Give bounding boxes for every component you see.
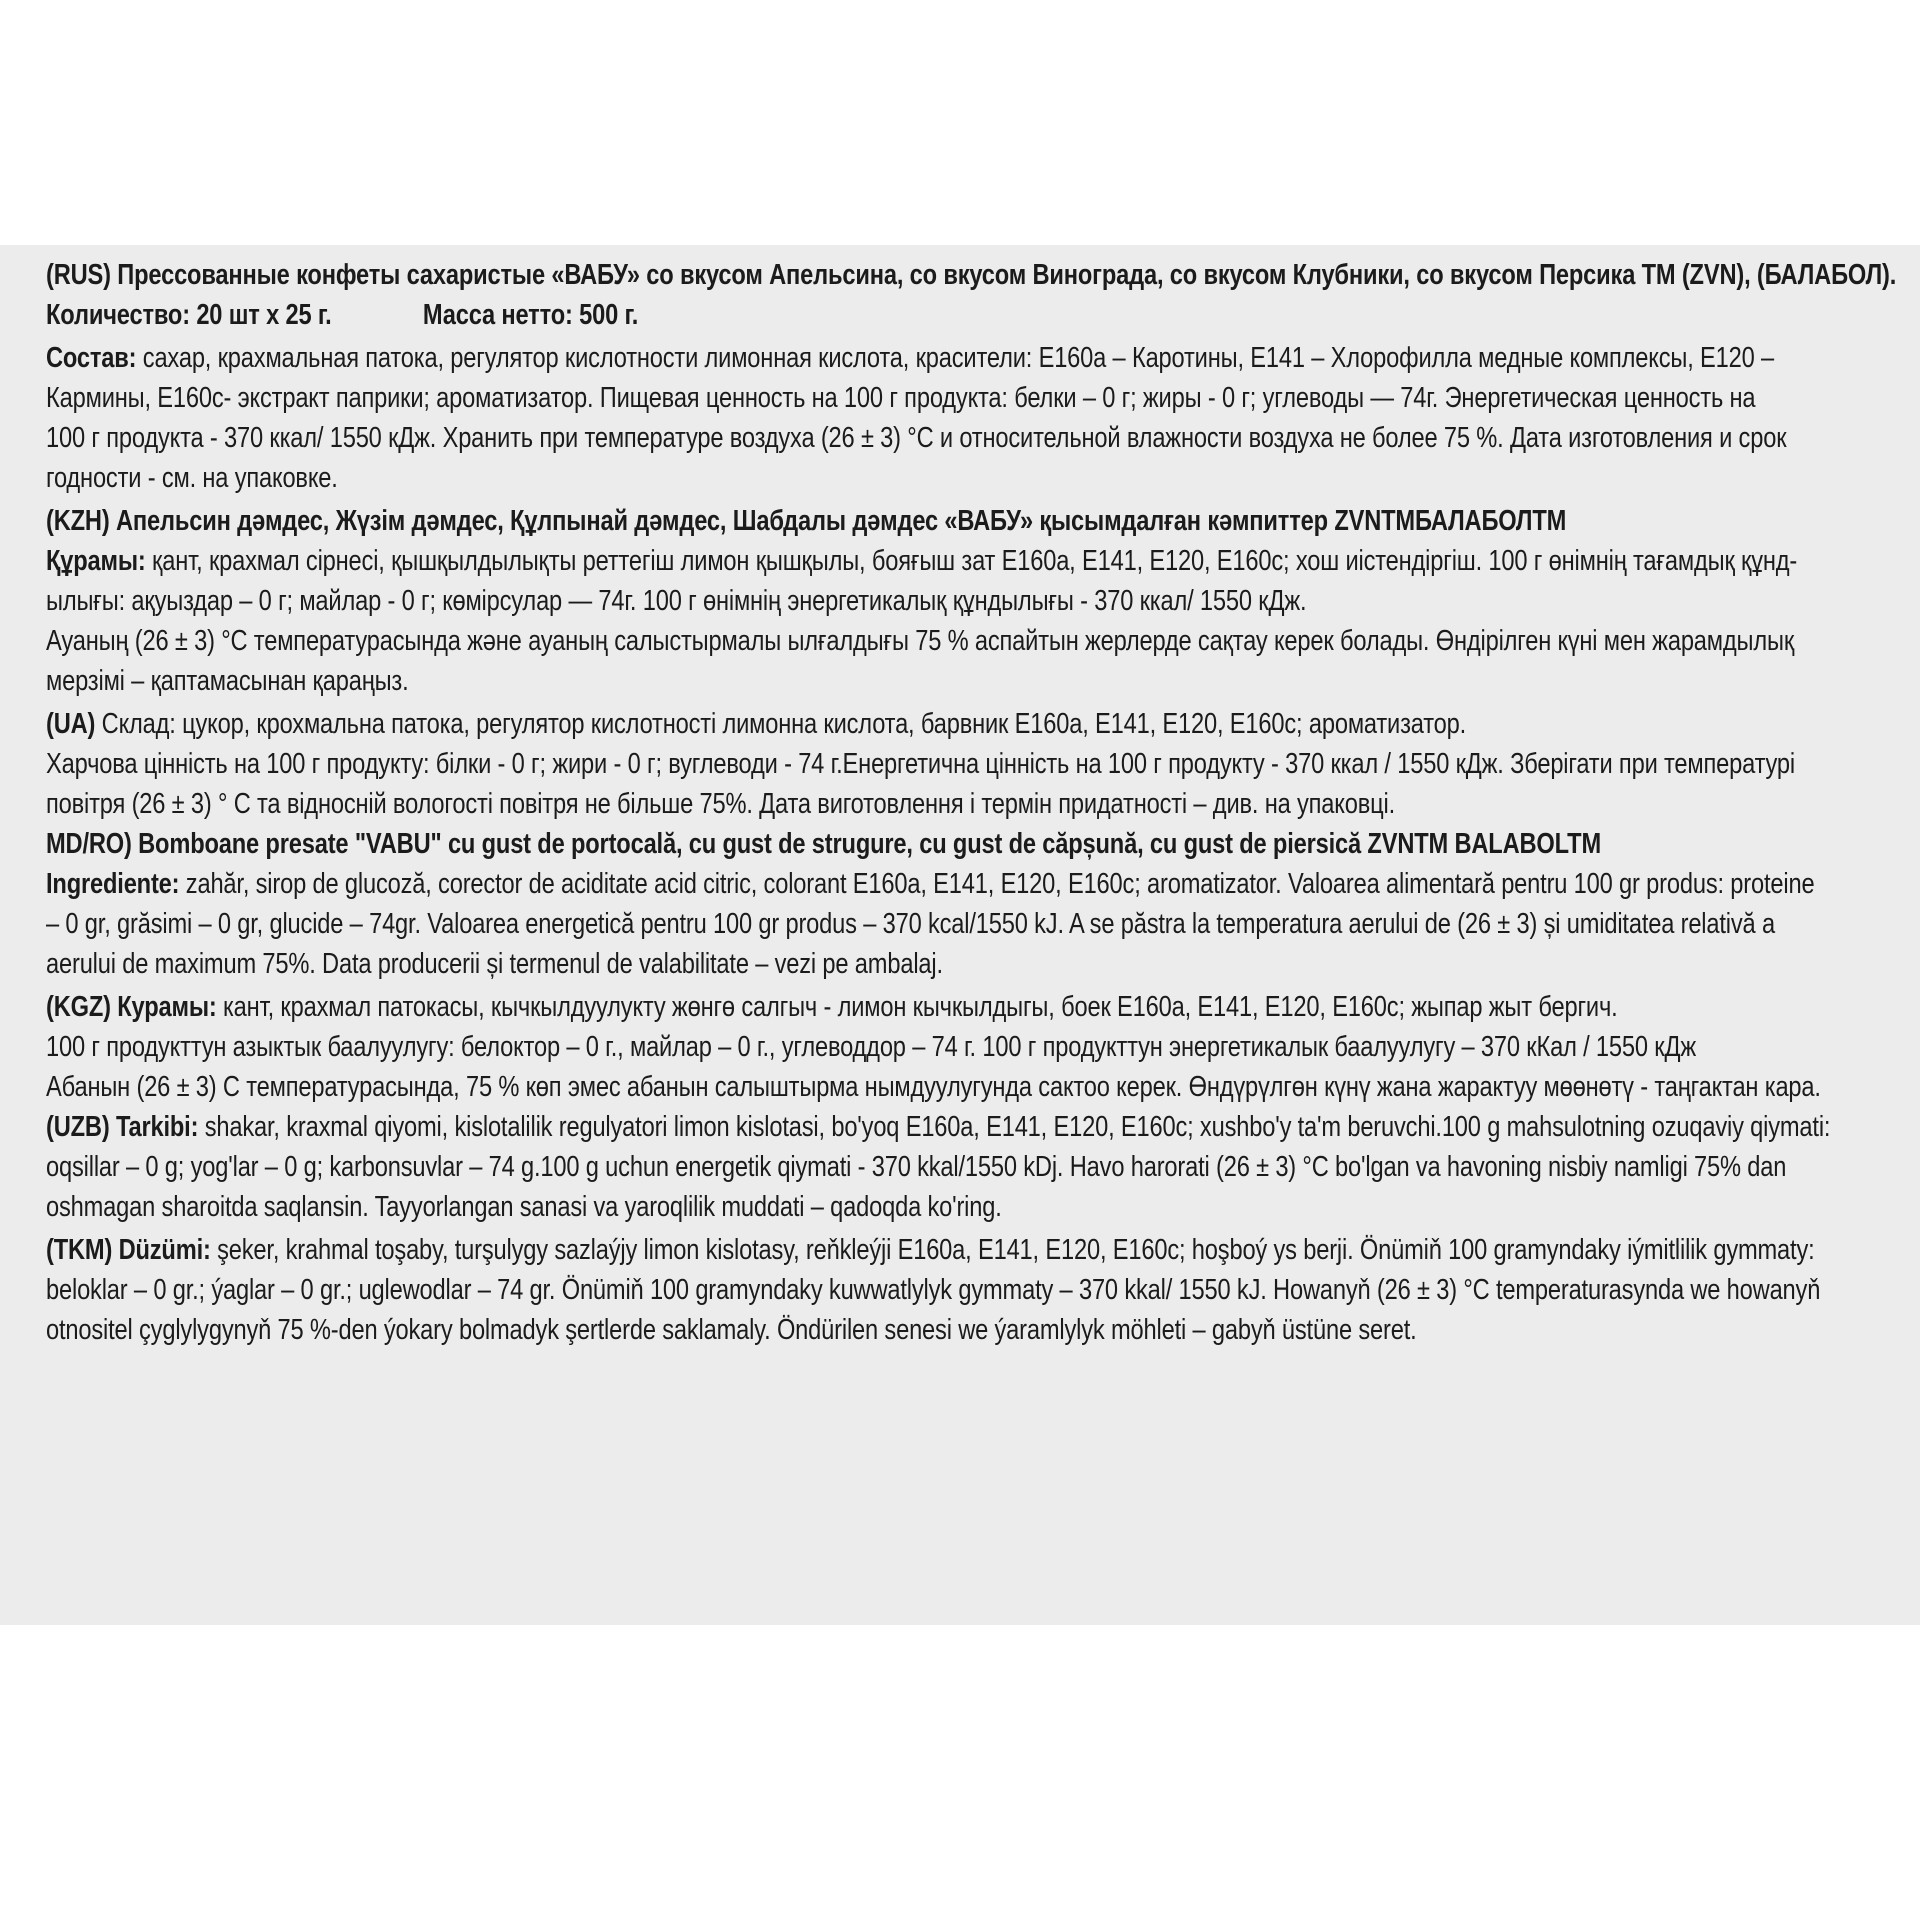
rus-title-line — [46, 255, 1897, 295]
ua-composition-text-1: Склад: цукор, крохмальна патока, регулятор кислотності лимонна кислота, барвник Е160а, Е141, Е120, Е160с; ароматизатор. — [95, 708, 1467, 740]
kzh-title: (KZH) Апельсин дәмдес, Жүзім дәмдес, Құлпынай дәмдес, Шабдалы дәмдес «ВАБУ» қысымдалған кәмпиттер ZVNTMБАЛАБОЛТМ — [46, 505, 1567, 537]
md-title: MD/RO) Bomboane presate "VABU" cu gust de portocală, cu gust de strugure, cu gust de căpșună, cu gust de piersică ZVNTM BALABOLTM — [46, 828, 1602, 860]
kgz-label: (KGZ) Курамы: — [46, 991, 217, 1023]
kzh-composition-label: Құрамы: — [46, 545, 146, 577]
tkm-composition-text-1: şeker, krahmal toşaby, turşulygy sazlaýjy limon kislotasy, reňkleýji E160a, E141, E120, E160c; hoşboý ys berji. Önümiň 100 gramyndaky iýmitlilik gymmaty: — [210, 1234, 1815, 1266]
rus-net-mass: Масса нетто: 500 г. — [422, 299, 639, 331]
kgz-composition-line-3: Абанын (26 ± 3) С температурасында, 75 % көп эмес абанын салыштырма нымдуулугунда сактоо керек. Өндүрүлгөн күнү жана жарактуу мөөнөтү - таңгактан кара. — [46, 1071, 1821, 1103]
rus-title: Прессованные конфеты сахаристые «ВАБУ» со вкусом Апельсина, со вкусом Винограда, со вкусом Клубники, со вкусом Персика ТМ (ZVN), (БАЛАБОЛ). — [110, 259, 1897, 291]
tkm-label: (TKM) Düzümi: — [46, 1234, 211, 1266]
rus-composition-text-1: сахар, крахмальная патока, регулятор кислотности лимонная кислота, красители: Е160а – Каротины, Е141 – Хлорофилла медные комплексы, Е120 – — [136, 342, 1775, 374]
uzb-composition-line-1 — [46, 1107, 1831, 1147]
ua-composition-line-2: Харчова цінність на 100 г продукту: білки - 0 г; жири - 0 г; вуглеводи - 74 г.Енергетична цінність на 100 г продукту - 370 ккал / 1550 кДж. Зберігати при температурі — [46, 748, 1796, 780]
md-ingredients-line-3: aerului de maximum 75%. Data producerii și termenul de valabilitate – vezi pe ambalaj. — [46, 948, 943, 980]
ua-composition-line-3: повітря (26 ± 3) ° С та відносній вологості повітря не більше 75%. Дата виготовлення і термін придатності – див. на упаковці. — [46, 788, 1396, 820]
rus-composition-line-3: 100 г продукта - 370 ккал/ 1550 кДж. Хранить при температуре воздуха (26 ± 3) °С и относительной влажности воздуха не более 75 %. Дата изготовления и срок — [46, 422, 1787, 454]
kzh-composition-line-1 — [46, 541, 1798, 581]
rus-composition-label: Состав: — [46, 342, 137, 374]
rus-composition-line-1 — [46, 338, 1775, 378]
ua-tag: (UA) — [46, 708, 96, 740]
ua-composition-line-1 — [46, 704, 1577, 744]
rus-tag: (RUS) — [46, 259, 111, 291]
uzb-label: (UZB) Tarkibi: — [46, 1111, 199, 1143]
uzb-composition-text-1: shakar, kraxmal qiyomi, kislotalilik regulyatori limon kislotasi, bo'yoq E160a, E141, E120, E160c; xushbo'y ta'm beruvchi.100 g mahsulotning ozuqaviy qiymati: — [198, 1111, 1831, 1143]
md-ingredients-line-2: – 0 gr, grăsimi – 0 gr, glucide – 74gr. Valoarea energetică pentru 100 gr produs – 370 kcal/1550 kJ. A se păstra la temperatura aerului de (26 ± 3) și umiditatea relativă a — [46, 908, 1775, 940]
kzh-composition-line-2: ылығы: ақуыздар – 0 г; майлар - 0 г; көмірсулар — 74г. 100 г өнімнің энергетикалық құндылығы - 370 ккал/ 1550 кДж. — [46, 585, 1307, 617]
tkm-composition-line-2: beloklar – 0 gr.; ýaglar – 0 gr.; uglewodlar – 74 gr. Önümiň 100 gramyndaky kuwwatlylyk gymmaty – 370 kkal/ 1550 kJ. Howanyň (26 ± 3) °C temperaturasynda we howanyň — [46, 1274, 1821, 1306]
rus-quantity: Количество: 20 шт х 25 г. — [46, 299, 332, 331]
kzh-composition-line-4: мерзімі – қаптамасынан қараңыз. — [46, 665, 409, 697]
product-label — [0, 245, 1920, 1625]
rus-quantity-line — [46, 295, 1577, 335]
tkm-composition-line-3: otnositel çyglylygynyň 75 %-den ýokary bolmadyk şertlerde saklamaly. Öndürilen senesi we ýaramlylyk möhleti – gabyň üstüne seret. — [46, 1314, 1417, 1346]
rus-composition-line-4: годности - см. на упаковке. — [46, 462, 338, 494]
kgz-composition-text-1: кант, крахмал патокасы, кычкылдуулукту жөнгө салгыч - лимон кычкылдыгы, боек Е160а, Е141, Е120, Е160с; жыпар жыт бергич. — [216, 991, 1618, 1023]
uzb-composition-line-2: oqsillar – 0 g; yog'lar – 0 g; karbonsuvlar – 74 g.100 g uchun energetik qiymati - 370 kkal/1550 kDj. Havo harorati (26 ± 3) °C bo'lgan va havoning nisbiy namligi 75% dan — [46, 1151, 1787, 1183]
uzb-composition-line-3: oshmagan sharoitda saqlansin. Tayyorlangan sanasi va yaroqlilik muddati – qadoqda ko'ring. — [46, 1191, 1002, 1223]
kgz-composition-line-1 — [46, 987, 1618, 1027]
rus-composition-line-2: Кармины, Е160с- экстракт паприки; ароматизатор. Пищевая ценность на 100 г продукта: белки – 0 г; жиры - 0 г; углеводы — 74г. Энергетическая ценность на — [46, 382, 1756, 414]
kzh-composition-text-1: қант, крахмал сірнесі, қышқылдылықты реттегіш лимон қышқылы, бояғыш зат Е160а, Е141, Е120, Е160с; хош иістендіргіш. 100 г өнімнің тағамдық құнд- — [145, 545, 1798, 577]
md-ingredients-text-1: zahăr, sirop de glucoză, corector de aciditate acid citric, colorant E160a, E141, E120, E160c; aromatizator. Valoarea alimentară pentru 100 gr produs: proteine — [179, 868, 1815, 900]
md-ingredients-label: Ingrediente: — [46, 868, 180, 900]
kzh-composition-line-3: Ауаның (26 ± 3) °С температурасында және ауаның салыстырмалы ылғалдығы 75 % аспайтын жерлерде сақтау керек болады. Өндірілген күні мен жарамдылық — [46, 625, 1795, 657]
tkm-composition-line-1 — [46, 1230, 1815, 1270]
md-ingredients-line-1 — [46, 864, 1815, 904]
kgz-composition-line-2: 100 г продукттун азыктык баалуулугу: белоктор – 0 г., майлар – 0 г., углеводдор – 74 г. 100 г продукттун энергетикалык баалуулугу – 370 кКал / 1550 кДж — [46, 1031, 1697, 1063]
